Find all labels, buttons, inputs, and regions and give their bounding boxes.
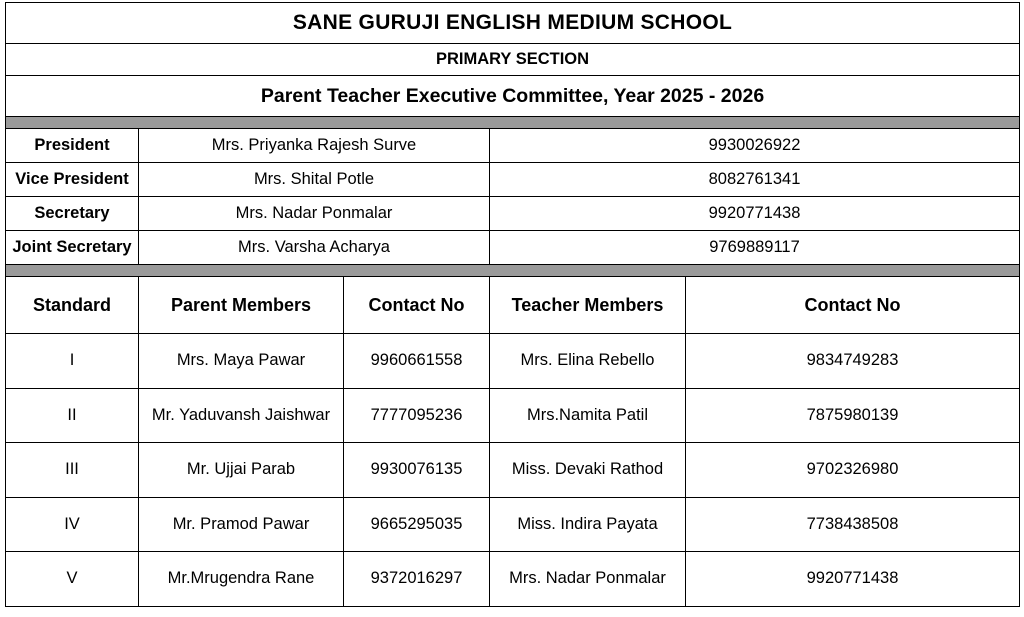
committee-title-row [6, 76, 1020, 117]
office-bearer-row [6, 231, 1020, 265]
column-header-parent-members: Parent Members [139, 277, 344, 334]
cell-teacher-contact: 9834749283 [686, 334, 1020, 389]
table-row [6, 388, 1020, 443]
office-name: Mrs. Varsha Acharya [139, 231, 490, 265]
divider-row [6, 117, 1020, 129]
section-row [6, 44, 1020, 76]
school-title-row [6, 3, 1020, 44]
members-header-row [6, 277, 1020, 334]
table-row [6, 497, 1020, 552]
cell-parent-contact: 9372016297 [344, 552, 490, 607]
column-header-teacher-contact: Contact No [686, 277, 1020, 334]
school-name: SANE GURUJI ENGLISH MEDIUM SCHOOL [6, 3, 1020, 44]
office-name: Mrs. Priyanka Rajesh Surve [139, 129, 490, 163]
cell-teacher-member: Mrs. Nadar Ponmalar [490, 552, 686, 607]
office-name: Mrs. Shital Potle [139, 163, 490, 197]
committee-table [5, 2, 1020, 607]
cell-teacher-member: Mrs.Namita Patil [490, 388, 686, 443]
cell-standard: III [6, 443, 139, 498]
table-row [6, 552, 1020, 607]
table-row [6, 334, 1020, 389]
cell-teacher-contact: 9920771438 [686, 552, 1020, 607]
office-contact: 9920771438 [490, 197, 1020, 231]
cell-parent-member: Mr. Ujjai Parab [139, 443, 344, 498]
cell-parent-contact: 9665295035 [344, 497, 490, 552]
cell-standard: II [6, 388, 139, 443]
cell-standard: V [6, 552, 139, 607]
column-header-teacher-members: Teacher Members [490, 277, 686, 334]
cell-teacher-contact: 7738438508 [686, 497, 1020, 552]
cell-teacher-member: Miss. Indira Payata [490, 497, 686, 552]
cell-parent-contact: 7777095236 [344, 388, 490, 443]
office-role: Vice President [6, 163, 139, 197]
cell-parent-member: Mr. Yaduvansh Jaishwar [139, 388, 344, 443]
office-role: Joint Secretary [6, 231, 139, 265]
cell-parent-member: Mrs. Maya Pawar [139, 334, 344, 389]
divider-row [6, 265, 1020, 277]
office-contact: 9769889117 [490, 231, 1020, 265]
cell-teacher-member: Mrs. Elina Rebello [490, 334, 686, 389]
office-role: Secretary [6, 197, 139, 231]
cell-standard: IV [6, 497, 139, 552]
cell-parent-member: Mr. Pramod Pawar [139, 497, 344, 552]
office-name: Mrs. Nadar Ponmalar [139, 197, 490, 231]
office-bearer-row [6, 163, 1020, 197]
section-label: PRIMARY SECTION [6, 44, 1020, 76]
committee-title: Parent Teacher Executive Committee, Year 2025 - 2026 [6, 76, 1020, 117]
office-contact: 8082761341 [490, 163, 1020, 197]
office-role: President [6, 129, 139, 163]
cell-parent-member: Mr.Mrugendra Rane [139, 552, 344, 607]
office-bearer-row [6, 129, 1020, 163]
office-contact: 9930026922 [490, 129, 1020, 163]
divider-bar [6, 265, 1020, 277]
cell-parent-contact: 9930076135 [344, 443, 490, 498]
cell-teacher-member: Miss. Devaki Rathod [490, 443, 686, 498]
document-page [0, 2, 1024, 617]
cell-parent-contact: 9960661558 [344, 334, 490, 389]
cell-teacher-contact: 9702326980 [686, 443, 1020, 498]
divider-bar [6, 117, 1020, 129]
office-bearer-row [6, 197, 1020, 231]
column-header-parent-contact: Contact No [344, 277, 490, 334]
table-row [6, 443, 1020, 498]
column-header-standard: Standard [6, 277, 139, 334]
cell-teacher-contact: 7875980139 [686, 388, 1020, 443]
cell-standard: I [6, 334, 139, 389]
